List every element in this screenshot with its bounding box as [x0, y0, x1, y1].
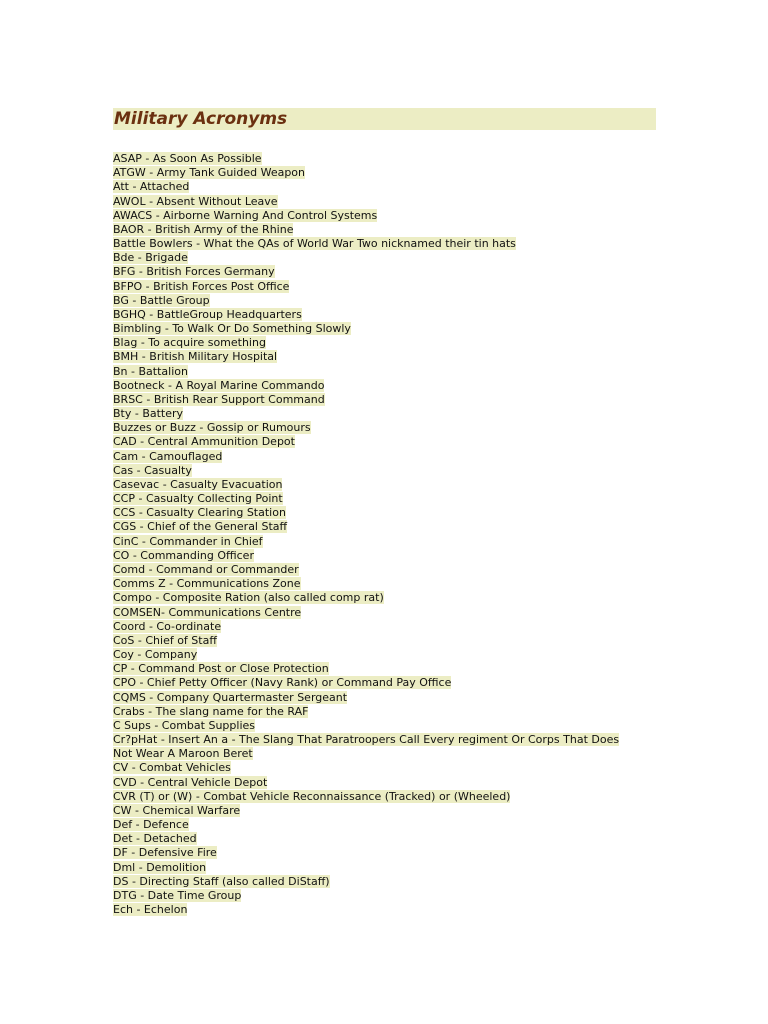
list-item	[113, 747, 656, 761]
acronym-list	[113, 152, 656, 917]
list-item-text: Blag - To acquire something	[113, 336, 266, 350]
list-item-text: AWACS - Airborne Warning And Control Systems	[113, 208, 378, 222]
list-item-text: AWOL - Absent Without Leave	[113, 194, 278, 208]
list-item	[113, 691, 656, 705]
list-item-text: BAOR - British Army of the Rhine	[113, 222, 294, 236]
list-item-text: Bootneck - A Royal Marine Commando	[113, 378, 325, 392]
list-item	[113, 379, 656, 393]
list-item-text: CQMS - Company Quartermaster Sergeant	[113, 690, 348, 704]
list-item	[113, 804, 656, 818]
list-item-text: ATGW - Army Tank Guided Weapon	[113, 166, 306, 180]
list-item-text: BRSC - British Rear Support Command	[113, 392, 325, 406]
list-item	[113, 336, 656, 350]
list-item	[113, 875, 656, 889]
list-item	[113, 166, 656, 180]
page-title: Military Acronyms	[114, 109, 288, 129]
list-item-text: CP - Command Post or Close Protection	[113, 662, 329, 676]
list-item-text: CPO - Chief Petty Officer (Navy Rank) or Command Pay Office	[113, 676, 452, 690]
list-item	[113, 535, 656, 549]
list-item-text: Buzzes or Buzz - Gossip or Rumours	[113, 421, 311, 435]
list-item	[113, 563, 656, 577]
list-item-text: CVD - Central Vehicle Depot	[113, 775, 268, 789]
list-item-text: Not Wear A Maroon Beret	[113, 747, 253, 761]
list-item-text: Coord - Co-ordinate	[113, 619, 222, 633]
list-item	[113, 620, 656, 634]
list-item	[113, 152, 656, 166]
list-item	[113, 421, 656, 435]
list-item-text: Cam - Camouflaged	[113, 449, 223, 463]
list-item	[113, 577, 656, 591]
list-item	[113, 549, 656, 563]
list-item-text: COMSEN- Communications Centre	[113, 605, 302, 619]
list-item	[113, 393, 656, 407]
list-item	[113, 648, 656, 662]
list-item-text: CV - Combat Vehicles	[113, 761, 231, 775]
list-item-text: BG - Battle Group	[113, 293, 210, 307]
list-item-text: CoS - Chief of Staff	[113, 633, 217, 647]
list-item	[113, 265, 656, 279]
list-item-text: Dml - Demolition	[113, 860, 207, 874]
list-item-text: Bde - Brigade	[113, 251, 188, 265]
list-item	[113, 435, 656, 449]
list-item-text: Battle Bowlers - What the QAs of World War Two nicknamed their tin hats	[113, 237, 516, 251]
list-item	[113, 733, 656, 747]
list-item	[113, 790, 656, 804]
list-item-text: DS - Directing Staff (also called DiStaff)	[113, 874, 330, 888]
list-item-text: CVR (T) or (W) - Combat Vehicle Reconnaissance (Tracked) or (Wheeled)	[113, 789, 511, 803]
list-item	[113, 591, 656, 605]
list-item-text: Cas - Casualty	[113, 463, 192, 477]
list-item-text: Comms Z - Communications Zone	[113, 577, 301, 591]
list-item	[113, 195, 656, 209]
list-item-text: Coy - Company	[113, 648, 198, 662]
list-item	[113, 180, 656, 194]
list-item	[113, 506, 656, 520]
list-item-text: Cr?pHat - Insert An a - The Slang That Paratroopers Call Every regiment Or Corps That Does	[113, 733, 620, 747]
list-item-text: CAD - Central Ammunition Depot	[113, 435, 295, 449]
list-item-text: CCS - Casualty Clearing Station	[113, 506, 286, 520]
list-item-text: CCP - Casualty Collecting Point	[113, 492, 283, 506]
list-item-text: Bty - Battery	[113, 407, 184, 421]
list-item	[113, 776, 656, 790]
list-item	[113, 450, 656, 464]
list-item-text: DTG - Date Time Group	[113, 888, 242, 902]
list-item	[113, 223, 656, 237]
list-item	[113, 365, 656, 379]
list-item-text: CGS - Chief of the General Staff	[113, 520, 288, 534]
list-item	[113, 478, 656, 492]
list-item-text: BFG - British Forces Germany	[113, 265, 275, 279]
list-item	[113, 322, 656, 336]
list-item	[113, 237, 656, 251]
list-item-text: Casevac - Casualty Evacuation	[113, 477, 283, 491]
list-item-text: Comd - Command or Commander	[113, 562, 299, 576]
list-item-text: DF - Defensive Fire	[113, 846, 217, 860]
list-item-text: ASAP - As Soon As Possible	[113, 152, 262, 165]
list-item-text: BGHQ - BattleGroup Headquarters	[113, 307, 302, 321]
list-item-text: Att - Attached	[113, 180, 190, 194]
list-item	[113, 903, 656, 917]
list-item	[113, 209, 656, 223]
list-item	[113, 761, 656, 775]
list-item	[113, 464, 656, 478]
list-item	[113, 889, 656, 903]
list-item	[113, 719, 656, 733]
list-item-text: CO - Commanding Officer	[113, 548, 254, 562]
list-item-text: BFPO - British Forces Post Office	[113, 279, 290, 293]
list-item	[113, 308, 656, 322]
list-item	[113, 280, 656, 294]
list-item-text: Crabs - The slang name for the RAF	[113, 704, 309, 718]
list-item-text: CW - Chemical Warfare	[113, 803, 241, 817]
list-item	[113, 492, 656, 506]
list-item-text: BMH - British Military Hospital	[113, 350, 278, 364]
list-item	[113, 861, 656, 875]
list-item	[113, 705, 656, 719]
list-item-text: Def - Defence	[113, 818, 189, 832]
title-bar	[113, 108, 656, 130]
list-item	[113, 634, 656, 648]
list-item	[113, 251, 656, 265]
list-item	[113, 407, 656, 421]
list-item-text: Compo - Composite Ration (also called comp rat)	[113, 591, 384, 605]
list-item	[113, 662, 656, 676]
list-item-text: Det - Detached	[113, 832, 197, 846]
list-item-text: Bn - Battalion	[113, 364, 188, 378]
list-item-text: CinC - Commander in Chief	[113, 534, 263, 548]
list-item	[113, 676, 656, 690]
list-item-text: Ech - Echelon	[113, 903, 188, 917]
list-item	[113, 818, 656, 832]
list-item-text: C Sups - Combat Supplies	[113, 718, 255, 732]
list-item	[113, 520, 656, 534]
list-item	[113, 294, 656, 308]
document-page	[113, 108, 656, 917]
list-item-text: Bimbling - To Walk Or Do Something Slowly	[113, 322, 351, 336]
list-item	[113, 606, 656, 620]
list-item	[113, 832, 656, 846]
list-item	[113, 846, 656, 860]
list-item	[113, 350, 656, 364]
